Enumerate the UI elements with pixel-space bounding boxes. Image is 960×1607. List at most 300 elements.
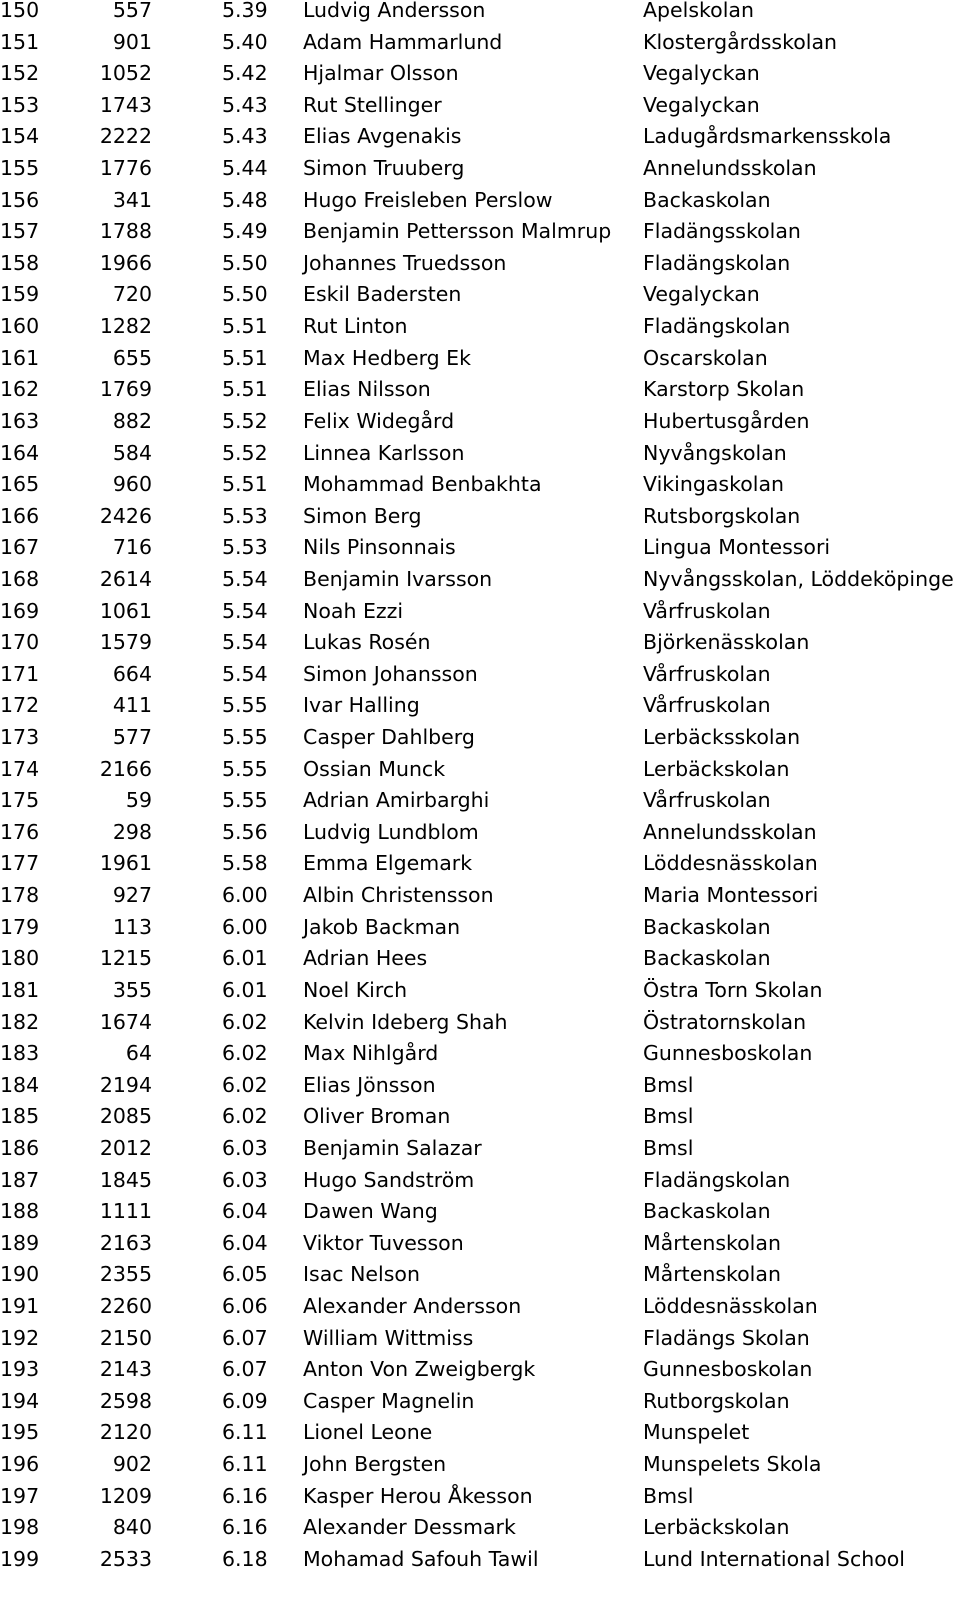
cell-bib: 2355 [99,1262,152,1287]
cell-bib: 1282 [99,314,152,339]
table-row [0,121,960,153]
table-row [0,90,960,122]
cell-name: Hugo Freisleben Perslow [303,187,553,212]
table-row [0,0,960,27]
cell-bib: 1111 [99,1199,152,1224]
cell-bib: 927 [112,883,152,908]
cell-place: 158 [0,250,40,275]
cell-name: Ossian Munck [303,756,446,781]
table-row [0,1228,960,1260]
cell-name: Ludvig Andersson [303,0,486,22]
cell-name: Mohammad Benbakhta [303,472,542,497]
cell-place: 172 [0,693,40,718]
cell-time: 5.44 [222,156,268,181]
cell-time: 5.49 [222,219,268,244]
table-row [0,1417,960,1449]
cell-school: Björkenässkolan [643,630,810,655]
cell-place: 187 [0,1167,40,1192]
cell-time: 5.43 [222,92,268,117]
table-row [0,754,960,786]
cell-name: Lionel Leone [303,1420,433,1445]
table-row [0,185,960,217]
table-row [0,1323,960,1355]
cell-bib: 113 [112,914,152,939]
cell-school: Löddesnässkolan [643,1293,818,1318]
cell-school: Apelskolan [643,0,754,22]
cell-time: 5.51 [222,472,268,497]
cell-school: Backaskolan [643,1199,771,1224]
cell-school: Ladugårdsmarkensskola [643,124,892,149]
table-row [0,1544,960,1576]
cell-school: Gunnesboskolan [643,1041,813,1066]
cell-time: 5.51 [222,345,268,370]
cell-school: Vikingaskolan [643,472,785,497]
cell-time: 5.54 [222,661,268,686]
table-row [0,1038,960,1070]
cell-time: 5.54 [222,630,268,655]
cell-place: 179 [0,914,40,939]
table-row [0,1196,960,1228]
cell-name: Simon Berg [303,503,422,528]
cell-name: Albin Christensson [303,883,494,908]
cell-name: Max Hedberg Ek [303,345,471,370]
cell-name: Ludvig Lundblom [303,819,479,844]
cell-place: 174 [0,756,40,781]
cell-bib: 1966 [99,250,152,275]
table-row [0,1165,960,1197]
cell-bib: 882 [112,408,152,433]
cell-place: 194 [0,1388,40,1413]
cell-time: 5.50 [222,250,268,275]
table-row [0,722,960,754]
cell-place: 170 [0,630,40,655]
cell-time: 5.55 [222,756,268,781]
cell-time: 5.52 [222,408,268,433]
table-row [0,153,960,185]
table-row [0,406,960,438]
cell-school: Backaskolan [643,187,771,212]
cell-place: 157 [0,219,40,244]
cell-name: Jakob Backman [303,914,461,939]
cell-place: 184 [0,1072,40,1097]
cell-school: Karstorp Skolan [643,377,805,402]
cell-time: 6.01 [222,977,268,1002]
cell-time: 5.52 [222,440,268,465]
cell-bib: 2143 [99,1357,152,1382]
cell-school: Vårfruskolan [643,693,771,718]
cell-name: Isac Nelson [303,1262,420,1287]
cell-school: Vegalyckan [643,282,760,307]
cell-bib: 2260 [99,1293,152,1318]
cell-name: Benjamin Ivarsson [303,566,493,591]
cell-time: 5.48 [222,187,268,212]
cell-place: 152 [0,61,40,86]
cell-school: Gunnesboskolan [643,1357,813,1382]
cell-name: Mohamad Safouh Tawil [303,1546,539,1571]
cell-school: Annelundsskolan [643,819,817,844]
cell-place: 156 [0,187,40,212]
table-row [0,311,960,343]
cell-bib: 1209 [99,1483,152,1508]
cell-bib: 1579 [99,630,152,655]
table-row [0,817,960,849]
cell-place: 180 [0,946,40,971]
cell-bib: 411 [112,693,152,718]
table-row [0,248,960,280]
cell-school: Fladängsskolan [643,219,801,244]
cell-school: Lingua Montessori [643,535,831,560]
cell-name: Noah Ezzi [303,598,404,623]
cell-time: 6.07 [222,1357,268,1382]
cell-bib: 1215 [99,946,152,971]
cell-time: 6.04 [222,1199,268,1224]
cell-school: Löddesnässkolan [643,851,818,876]
cell-bib: 2194 [99,1072,152,1097]
cell-bib: 1061 [99,598,152,623]
cell-place: 177 [0,851,40,876]
cell-bib: 59 [125,788,152,813]
cell-name: Hugo Sandström [303,1167,475,1192]
cell-school: Östratornskolan [643,1009,807,1034]
cell-place: 164 [0,440,40,465]
cell-school: Vegalyckan [643,92,760,117]
cell-time: 5.43 [222,124,268,149]
table-row [0,659,960,691]
cell-name: Oliver Broman [303,1104,451,1129]
cell-name: Adam Hammarlund [303,29,503,54]
cell-time: 6.02 [222,1072,268,1097]
cell-name: Anton Von Zweigbergk [303,1357,536,1382]
cell-place: 183 [0,1041,40,1066]
cell-time: 6.18 [222,1546,268,1571]
cell-school: Lerbäcksskolan [643,725,801,750]
cell-name: Alexander Dessmark [303,1515,516,1540]
cell-bib: 2163 [99,1230,152,1255]
cell-bib: 1788 [99,219,152,244]
cell-bib: 840 [112,1515,152,1540]
cell-school: Oscarskolan [643,345,768,370]
cell-name: John Bergsten [303,1452,447,1477]
cell-place: 151 [0,29,40,54]
table-row [0,1101,960,1133]
cell-name: Kasper Herou Åkesson [303,1483,533,1508]
cell-name: Casper Dahlberg [303,725,475,750]
table-row [0,848,960,880]
cell-bib: 1674 [99,1009,152,1034]
cell-time: 6.05 [222,1262,268,1287]
cell-time: 5.51 [222,377,268,402]
cell-name: Hjalmar Olsson [303,61,459,86]
cell-time: 5.54 [222,598,268,623]
cell-name: Emma Elgemark [303,851,473,876]
cell-school: Bmsl [643,1135,694,1160]
cell-name: Elias Jönsson [303,1072,436,1097]
cell-bib: 577 [112,725,152,750]
cell-bib: 2598 [99,1388,152,1413]
cell-time: 6.00 [222,914,268,939]
cell-school: Nyvångsskolan, Löddeköpinge [643,566,954,591]
cell-place: 168 [0,566,40,591]
cell-name: Benjamin Pettersson Malmrup [303,219,612,244]
cell-school: Maria Montessori [643,883,819,908]
cell-place: 173 [0,725,40,750]
cell-place: 176 [0,819,40,844]
cell-time: 5.53 [222,535,268,560]
cell-place: 163 [0,408,40,433]
cell-bib: 1845 [99,1167,152,1192]
cell-bib: 2150 [99,1325,152,1350]
cell-place: 193 [0,1357,40,1382]
table-row [0,1512,960,1544]
table-row [0,880,960,912]
cell-place: 171 [0,661,40,686]
cell-time: 5.39 [222,0,268,22]
cell-name: Simon Johansson [303,661,478,686]
cell-bib: 557 [112,0,152,22]
cell-time: 5.53 [222,503,268,528]
cell-school: Lerbäckskolan [643,1515,790,1540]
cell-name: Max Nihlgård [303,1041,439,1066]
cell-place: 196 [0,1452,40,1477]
cell-name: Adrian Hees [303,946,428,971]
cell-school: Östra Torn Skolan [643,977,823,1002]
cell-school: Fladängskolan [643,314,791,339]
cell-bib: 298 [112,819,152,844]
cell-place: 188 [0,1199,40,1224]
cell-time: 6.02 [222,1104,268,1129]
cell-school: Rutsborgskolan [643,503,801,528]
cell-name: Viktor Tuvesson [303,1230,464,1255]
cell-bib: 664 [112,661,152,686]
cell-name: Nils Pinsonnais [303,535,456,560]
cell-place: 190 [0,1262,40,1287]
cell-time: 6.02 [222,1041,268,1066]
table-row [0,58,960,90]
cell-bib: 2085 [99,1104,152,1129]
cell-school: Fladängskolan [643,1167,791,1192]
cell-name: Linnea Karlsson [303,440,465,465]
cell-school: Hubertusgården [643,408,810,433]
cell-name: Elias Nilsson [303,377,431,402]
cell-time: 6.03 [222,1167,268,1192]
table-row [0,1070,960,1102]
cell-school: Mårtenskolan [643,1230,781,1255]
cell-name: Kelvin Ideberg Shah [303,1009,508,1034]
table-row [0,27,960,59]
cell-place: 195 [0,1420,40,1445]
cell-place: 153 [0,92,40,117]
table-row [0,216,960,248]
cell-school: Bmsl [643,1072,694,1097]
cell-school: Bmsl [643,1483,694,1508]
table-row [0,1007,960,1039]
cell-bib: 2222 [99,124,152,149]
cell-school: Vegalyckan [643,61,760,86]
cell-school: Klostergårdsskolan [643,29,838,54]
table-row [0,1481,960,1513]
cell-time: 6.07 [222,1325,268,1350]
table-row [0,785,960,817]
cell-school: Backaskolan [643,946,771,971]
cell-bib: 960 [112,472,152,497]
cell-name: Eskil Badersten [303,282,462,307]
cell-time: 5.55 [222,725,268,750]
table-row [0,1133,960,1165]
cell-time: 6.01 [222,946,268,971]
cell-bib: 64 [125,1041,152,1066]
cell-school: Vårfruskolan [643,598,771,623]
cell-time: 5.55 [222,788,268,813]
cell-bib: 1776 [99,156,152,181]
cell-place: 182 [0,1009,40,1034]
cell-school: Munspelet [643,1420,750,1445]
cell-bib: 584 [112,440,152,465]
cell-time: 6.09 [222,1388,268,1413]
cell-time: 6.02 [222,1009,268,1034]
cell-name: Dawen Wang [303,1199,438,1224]
cell-school: Nyvångskolan [643,440,787,465]
cell-school: Mårtenskolan [643,1262,781,1287]
table-row [0,1291,960,1323]
cell-bib: 2120 [99,1420,152,1445]
cell-time: 6.16 [222,1483,268,1508]
cell-name: Noel Kirch [303,977,408,1002]
cell-place: 165 [0,472,40,497]
cell-place: 166 [0,503,40,528]
cell-place: 154 [0,124,40,149]
cell-place: 192 [0,1325,40,1350]
cell-bib: 341 [112,187,152,212]
cell-bib: 2614 [99,566,152,591]
cell-name: Felix Widegård [303,408,455,433]
table-row [0,596,960,628]
cell-place: 189 [0,1230,40,1255]
table-row [0,1386,960,1418]
cell-time: 5.51 [222,314,268,339]
cell-bib: 901 [112,29,152,54]
cell-place: 186 [0,1135,40,1160]
cell-bib: 1769 [99,377,152,402]
cell-name: Adrian Amirbarghi [303,788,490,813]
cell-name: Elias Avgenakis [303,124,462,149]
table-row [0,374,960,406]
cell-place: 162 [0,377,40,402]
cell-place: 178 [0,883,40,908]
cell-place: 161 [0,345,40,370]
cell-time: 6.06 [222,1293,268,1318]
cell-time: 6.00 [222,883,268,908]
cell-time: 6.04 [222,1230,268,1255]
cell-school: Annelundsskolan [643,156,817,181]
cell-bib: 2166 [99,756,152,781]
cell-name: William Wittmiss [303,1325,474,1350]
table-row [0,469,960,501]
cell-name: Johannes Truedsson [303,250,507,275]
cell-place: 167 [0,535,40,560]
table-row [0,690,960,722]
cell-bib: 2426 [99,503,152,528]
cell-bib: 1052 [99,61,152,86]
cell-time: 5.42 [222,61,268,86]
table-row [0,501,960,533]
cell-school: Bmsl [643,1104,694,1129]
cell-bib: 2533 [99,1546,152,1571]
cell-name: Benjamin Salazar [303,1135,482,1160]
cell-school: Munspelets Skola [643,1452,822,1477]
cell-place: 197 [0,1483,40,1508]
cell-name: Rut Linton [303,314,408,339]
cell-name: Casper Magnelin [303,1388,475,1413]
cell-name: Alexander Andersson [303,1293,522,1318]
cell-time: 6.16 [222,1515,268,1540]
cell-place: 175 [0,788,40,813]
cell-bib: 355 [112,977,152,1002]
cell-bib: 1961 [99,851,152,876]
cell-bib: 720 [112,282,152,307]
table-row [0,532,960,564]
cell-place: 199 [0,1546,40,1571]
cell-time: 5.54 [222,566,268,591]
table-row [0,343,960,375]
cell-bib: 1743 [99,92,152,117]
cell-time: 5.40 [222,29,268,54]
cell-time: 5.55 [222,693,268,718]
cell-place: 191 [0,1293,40,1318]
table-row [0,1259,960,1291]
table-row [0,279,960,311]
cell-time: 5.58 [222,851,268,876]
cell-bib: 902 [112,1452,152,1477]
cell-school: Vårfruskolan [643,788,771,813]
cell-place: 160 [0,314,40,339]
table-row [0,1449,960,1481]
cell-place: 155 [0,156,40,181]
cell-name: Rut Stellinger [303,92,442,117]
cell-bib: 716 [112,535,152,560]
table-row [0,438,960,470]
cell-school: Vårfruskolan [643,661,771,686]
cell-school: Fladängskolan [643,250,791,275]
table-row [0,564,960,596]
table-row [0,627,960,659]
cell-place: 159 [0,282,40,307]
cell-name: Lukas Rosén [303,630,431,655]
cell-place: 150 [0,0,40,22]
table-row [0,943,960,975]
cell-bib: 655 [112,345,152,370]
cell-place: 185 [0,1104,40,1129]
cell-bib: 2012 [99,1135,152,1160]
cell-school: Fladängs Skolan [643,1325,810,1350]
cell-place: 198 [0,1515,40,1540]
table-row [0,975,960,1007]
cell-time: 6.03 [222,1135,268,1160]
cell-time: 5.50 [222,282,268,307]
table-row [0,1354,960,1386]
cell-school: Rutborgskolan [643,1388,790,1413]
cell-name: Ivar Halling [303,693,420,718]
cell-school: Backaskolan [643,914,771,939]
cell-place: 169 [0,598,40,623]
cell-time: 6.11 [222,1420,268,1445]
cell-time: 6.11 [222,1452,268,1477]
cell-time: 5.56 [222,819,268,844]
cell-school: Lund International School [643,1546,905,1571]
cell-place: 181 [0,977,40,1002]
cell-name: Simon Truuberg [303,156,465,181]
cell-school: Lerbäckskolan [643,756,790,781]
table-row [0,912,960,944]
